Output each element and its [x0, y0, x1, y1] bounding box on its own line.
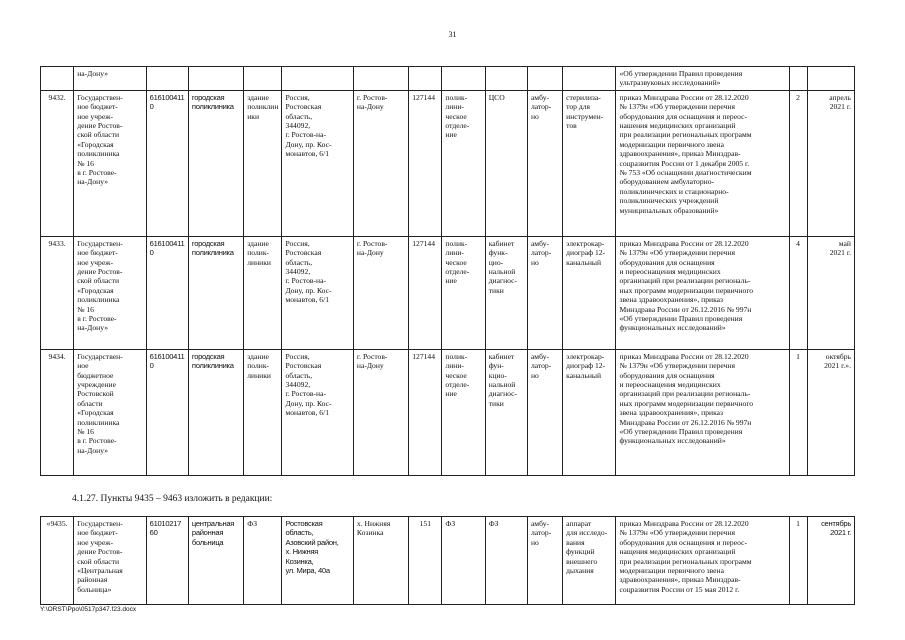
cell-num: «9435. [41, 517, 74, 605]
cell-address: Ростовская область, Азовский район, х. Нижняя Козинка, ул. Мира, 40а [282, 517, 353, 605]
cell-basis: приказ Минздрава России от 28.12.2020 № 1379н «Об утверждении перечня оборудования для оснащения и переоснащения медицинских организаций при реализации региональ- ных программ модернизации первичного звена здравоохранения», приказ Минздрава России от 26.12.2016 № 997н «Об утверждении Правил проведения функциональных исследований» [616, 236, 789, 349]
cell-unit: полик- лини- ческое отделе- ние [442, 236, 485, 349]
cell-type: центральная районная больница [188, 517, 243, 605]
cell-city: г. Ростов- на-Дону [353, 236, 408, 349]
cell-address: Россия, Ростовская область, 344092, г. Ростов-на- Дону, пр. Кос- монавтов, 6/1 [282, 236, 353, 349]
cell-name: Государствен- ное бюджет- ное учреж- дение Ростов- ской области «Центральная районная больница» [74, 517, 146, 605]
cell-unit: ФЗ [442, 517, 485, 605]
cell-room: ФЗ [485, 517, 527, 605]
cell-date: октябрь 2021 г.». [807, 349, 854, 475]
cell-basis: приказ Минздрава России от 28.12.2020 № 1379н «Об утверждении перечня оборудования для оснащения и переос- нашения медицинских организаций при реализации региональных программ модернизации первичного звена здравоохранения», приказ Минздрав- соцразвития России от 1 декабря 2005 г. № 753 «Об оснащении диагностическим оборудованием амбулаторно- поликлинических и стационарно- поликлинических учреждений муниципальных образований» [616, 90, 789, 236]
cell-code: 127144 [409, 236, 442, 349]
cell-care: амбу- латор- но [527, 90, 562, 236]
cell-room: кабинет функ- цио- нальной диагнос- тики [485, 236, 527, 349]
cell-building: здание полик- линики [244, 236, 282, 349]
cell-city: г. Ростов- на-Дону [353, 349, 408, 475]
cell-unit: полик- лини- ческое отделе- ние [442, 90, 485, 236]
cell-qty: 1 [789, 349, 807, 475]
table-row [41, 236, 855, 349]
cell-equipment: электрокар- диограф 12- канальный [563, 236, 616, 349]
cell-equipment: стерилиза- тор для инструмен- тов [563, 90, 616, 236]
cell-inn: 6101021760 [146, 517, 188, 605]
table-row-continued [41, 67, 855, 91]
cell-code: 127144 [409, 90, 442, 236]
cell-type: городская поликлиника [188, 236, 243, 349]
cell-room: ЦСО [485, 90, 527, 236]
cell-equipment: аппарат для исследо- вания функций внешнего дыхания [563, 517, 616, 605]
table-row [41, 349, 855, 475]
file-path-footer: Y:\ORST\Ppo\0517p347.f23.docx [40, 606, 137, 613]
cell-name: на-Дону» [74, 67, 146, 91]
cell-basis: «Об утверждении Правил проведения ультразвуковых исследований» [616, 67, 789, 91]
table-row [41, 517, 855, 605]
cell-type: городская поликлиника [188, 90, 243, 236]
cell-num: 9432. [41, 90, 74, 236]
cell-inn: 6161004110 [146, 90, 188, 236]
cell-care: амбу- латор- но [527, 236, 562, 349]
cell-name: Государствен- ное бюджет- ное учреж- дение Ростов- ской области «Городская поликлиника № 16 в г. Ростове- на-Дону» [74, 236, 146, 349]
cell-building: ФЗ [244, 517, 282, 605]
table-row [41, 90, 855, 236]
cell-num: 9433. [41, 236, 74, 349]
section-heading: 4.1.27. Пункты 9435 – 9463 изложить в редакции: [72, 494, 273, 504]
cell-equipment: электрокар- диограф 12- канальный [563, 349, 616, 475]
cell-type: городская поликлиника [188, 349, 243, 475]
cell-city: г. Ростов- на-Дону [353, 90, 408, 236]
cell-building: здание поликлин ики [244, 90, 282, 236]
cell-building: здание полик- линики [244, 349, 282, 475]
cell-inn: 6161004110 [146, 236, 188, 349]
cell-qty: 4 [789, 236, 807, 349]
cell-date: апрель 2021 г. [807, 90, 854, 236]
cell-address: Россия, Ростовская область, 344092, г. Ростов-на- Дону, пр. Кос- монавтов, 6/1 [282, 90, 353, 236]
cell-basis: приказ Минздрава России от 28.12.2020 № 1379н «Об утверждении перечня оборудования для оснащения и переоснащения медицинских организаций при реализации региональ- ных программ модернизации первичного звена здравоохранения», приказ Минздрава России от 26.12.2016 № 997н «Об утверждении Правил проведения функциональных исследований» [616, 349, 789, 475]
equipment-table [40, 66, 855, 476]
cell-inn: 6161004110 [146, 349, 188, 475]
cell-name: Государствен- ное бюджет- ное учреж- дение Ростов- ской области «Городская поликлиника № 16 в г. Ростове- на-Дону» [74, 90, 146, 236]
cell-date: сентябрь 2021 г. [807, 517, 854, 605]
cell-basis: приказ Минздрава России от 28.12.2020 № 1379н «Об утверждении перечня оборудования для оснащения и переос- нащения медицинских организаций при реализации региональных программ модернизации первичного звена здравоохранения», приказ Минздрав- соцразвития России от 15 мая 2012 г. [616, 517, 789, 605]
cell-care: амбу- латор- но [527, 349, 562, 475]
cell-city: х. Нижняя Козинка [353, 517, 408, 605]
cell-code: 151 [409, 517, 442, 605]
cell-room: кабинет фун- кцио- нальной диагнос- тики [485, 349, 527, 475]
page-number: 31 [448, 30, 457, 39]
cell-qty: 1 [789, 517, 807, 605]
cell-qty: 2 [789, 90, 807, 236]
cell-num: 9434. [41, 349, 74, 475]
cell-care: амбу- латор- но [527, 517, 562, 605]
cell-date: май 2021 г. [807, 236, 854, 349]
equipment-table-new [40, 516, 855, 605]
cell-address: Россия, Ростовская область, 344092, г. Ростов-на- Дону, пр. Кос- монавтов, 6/1 [282, 349, 353, 475]
cell-unit: полик- лини- ческое отделе- ние [442, 349, 485, 475]
cell-name: Государствен- ное бюджетное учреждение Ростовской области «Городская поликлиника № 16 в г. Ростове- на-Дону» [74, 349, 146, 475]
cell-code: 127144 [409, 349, 442, 475]
